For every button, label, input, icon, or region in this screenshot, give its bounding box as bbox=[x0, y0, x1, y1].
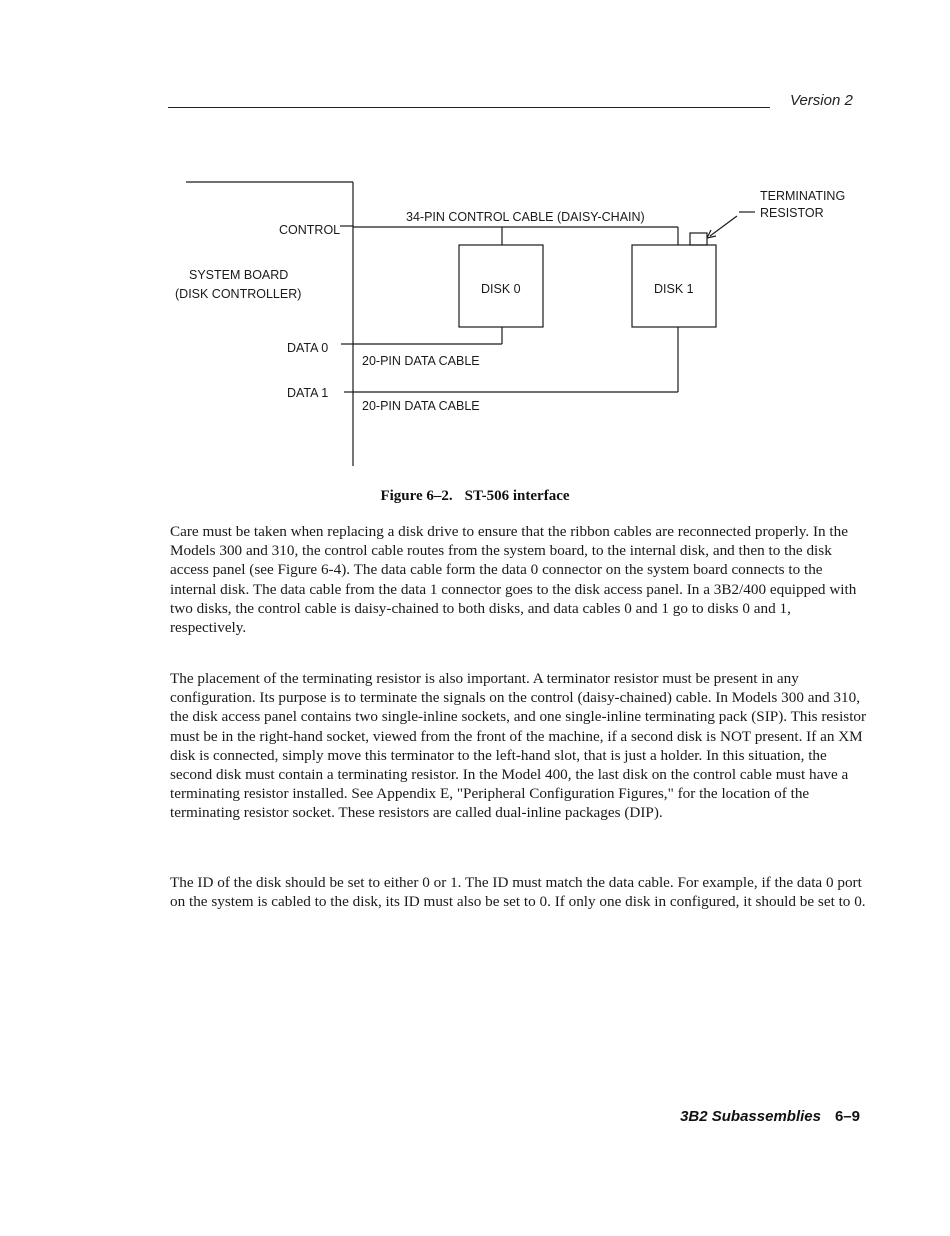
footer-section-title: 3B2 Subassemblies bbox=[680, 1108, 821, 1125]
data1-cable-label: 20-PIN DATA CABLE bbox=[362, 399, 480, 413]
resistor-label: RESISTOR bbox=[760, 206, 824, 220]
body-paragraph-3: The ID of the disk should be set to either 0 or 1. The ID must match the data cable. For example, if the data 0 port on the system is cabled to the disk, its ID must also be set to 0. If only one disk in configured, it should be set to 0. bbox=[170, 874, 866, 911]
page-footer bbox=[634, 1108, 860, 1125]
control-port-label: CONTROL bbox=[279, 223, 341, 237]
control-cable-label: 34-PIN CONTROL CABLE (DAISY-CHAIN) bbox=[406, 210, 645, 224]
data0-port-label: DATA 0 bbox=[287, 341, 329, 355]
disk1-label: DISK 1 bbox=[654, 282, 694, 296]
figure-title: ST-506 interface bbox=[464, 488, 570, 504]
st506-diagram bbox=[0, 0, 950, 480]
resistor-leader-arrowhead bbox=[707, 230, 716, 238]
body-paragraph-1: Care must be taken when replacing a disk drive to ensure that the ribbon cables are reconnected properly. In the Models 300 and 310, the control cable routes from the system board, to the internal disk, and then to the disk access panel (see Figure 6-4). The data cable form the data 0 connector on the system board connects to the internal disk. The data cable from the data 1 connector goes to the disk access panel. In a 3B2/400 equipped with two disks, the control cable is daisy-chained to both disks, and data cables 0 and 1 go to disks 0 and 1, respectively. bbox=[170, 523, 857, 637]
body-paragraph-2: The placement of the terminating resistor is also important. A terminator resistor must be present in any configuration. Its purpose is to terminate the signals on the control (daisy-chained) cable. In Models 300 and 310, the disk access panel contains two single-inline sockets, and one single-inline terminating pack (SIP). This resistor must be in the right-hand socket, viewed from the front of the machine, if a second disk is NOT present. If an XM disk is connected, simply move this terminator to the left-hand slot, that is just a holder. In this situation, the second disk must contain a terminating resistor. In the Model 400, the last disk on the control cable must have a terminating resistor installed. See Appendix E, "Peripheral Configuration Figures," for the location of the terminating resistor socket. These resistors are called dual-inline packages (DIP). bbox=[170, 670, 867, 822]
header-version: Version 2 bbox=[790, 92, 853, 109]
terminating-resistor-block bbox=[690, 233, 707, 245]
disk-controller-label: (DISK CONTROLLER) bbox=[175, 287, 302, 301]
resistor-leader bbox=[710, 216, 737, 236]
system-board-label: SYSTEM BOARD bbox=[189, 268, 289, 282]
data0-cable-label: 20-PIN DATA CABLE bbox=[362, 354, 480, 368]
figure-caption bbox=[0, 488, 950, 505]
disk0-label: DISK 0 bbox=[481, 282, 521, 296]
terminating-label: TERMINATING bbox=[760, 189, 846, 203]
footer-page-number: 6–9 bbox=[834, 1108, 860, 1125]
data1-port-label: DATA 1 bbox=[287, 386, 329, 400]
figure-number: Figure 6–2. bbox=[380, 488, 453, 504]
